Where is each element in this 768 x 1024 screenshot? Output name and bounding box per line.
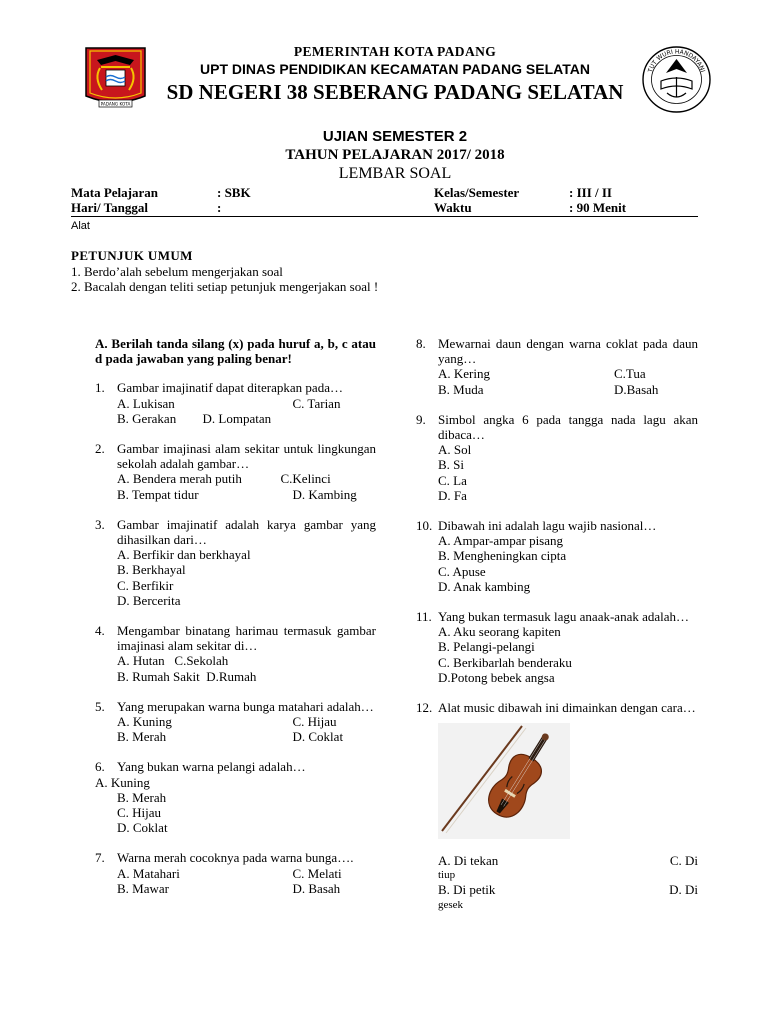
question-number: 4. bbox=[95, 623, 105, 639]
question-number: 1. bbox=[95, 380, 105, 396]
question-number: 10. bbox=[416, 518, 433, 534]
class-value: : III / II bbox=[569, 185, 612, 200]
question-text: Yang bukan termasuk lagu anaak-anak adalah… bbox=[438, 609, 690, 625]
gov-title: PEMERINTAH KOTA PADANG bbox=[293, 44, 497, 59]
question-10 bbox=[416, 518, 698, 594]
question-number: 11. bbox=[416, 609, 432, 625]
question-text: Dibawah ini adalah lagu wajib nasional… bbox=[438, 518, 657, 534]
question-text: Yang merupakan warna bunga matahari adalah… bbox=[117, 698, 374, 714]
option: A. Kuning bbox=[117, 714, 172, 730]
question-text: Mengambar binatang harimau termasuk gambar imajinasi alam sekitar di… bbox=[117, 623, 376, 654]
option: C. Melati bbox=[292, 865, 342, 881]
option: D. Coklat bbox=[117, 820, 168, 836]
option: D. Basah bbox=[292, 880, 341, 896]
time-label: Waktu bbox=[434, 200, 472, 215]
academic-year: TAHUN PELAJARAN 2017/ 2018 bbox=[285, 147, 505, 163]
option: B. Merah bbox=[117, 789, 167, 805]
padang-city-logo bbox=[84, 46, 147, 110]
option: A. Kering bbox=[438, 366, 490, 382]
question-number: 8. bbox=[416, 336, 426, 351]
logo-left-caption: PADANG KOTA bbox=[100, 101, 131, 107]
option: B. Mawar bbox=[117, 880, 169, 896]
option: D. Kambing bbox=[292, 486, 357, 502]
subject-label: Mata Pelajaran bbox=[71, 185, 159, 200]
questions-right-column bbox=[416, 336, 698, 927]
option-wrap: gesek bbox=[438, 898, 464, 911]
option: C.Tua bbox=[614, 366, 646, 382]
option: B. Tempat tidur bbox=[117, 486, 199, 502]
option: D. Lompatan bbox=[202, 410, 272, 426]
question-text: Gambar imajinatif dapat diterapkan pada… bbox=[117, 380, 343, 396]
header-divider bbox=[71, 216, 698, 217]
question-3 bbox=[95, 517, 376, 608]
subject-value: : SBK bbox=[217, 185, 251, 200]
question-number: 6. bbox=[95, 759, 105, 775]
question-6 bbox=[95, 759, 376, 835]
option: D.Basah bbox=[614, 381, 659, 397]
question-text: Alat music dibawah ini dimainkan dengan cara… bbox=[438, 700, 696, 716]
option: A. Berfikir dan berkhayal bbox=[117, 547, 251, 563]
option: A. Matahari bbox=[117, 865, 180, 881]
petunjuk-item: 1. Berdo’alah sebelum mengerjakan soal bbox=[71, 264, 283, 279]
option: C. Di bbox=[669, 853, 698, 869]
option: A. Ampar-ampar pisang bbox=[438, 533, 564, 549]
option: A. Aku seorang kapiten bbox=[438, 624, 561, 640]
option-wrap: tiup bbox=[438, 869, 456, 882]
option: D. Coklat bbox=[292, 729, 344, 745]
logo-right-caption: TUT WURI HANDAYANI bbox=[646, 48, 707, 74]
time-value: : 90 Menit bbox=[569, 200, 627, 215]
day-label: Hari/ Tanggal bbox=[71, 200, 148, 215]
section-a-instruction: A. Berilah tanda silang (x) pada huruf a, b, c atau d pada jawaban yang paling benar! bbox=[95, 336, 376, 367]
question-9 bbox=[416, 412, 698, 503]
exam-title: UJIAN SEMESTER 2 bbox=[322, 128, 468, 145]
option: C. La bbox=[438, 472, 467, 488]
question-number: 9. bbox=[416, 411, 426, 427]
alat-label: Alat bbox=[71, 220, 90, 232]
question-text: Mewarnai daun dengan warna coklat pada daun yang… bbox=[438, 336, 698, 367]
question-7 bbox=[95, 850, 376, 896]
class-label: Kelas/Semester bbox=[434, 185, 520, 200]
question-1 bbox=[95, 380, 376, 426]
option: A. Hutan C.Sekolah bbox=[117, 653, 229, 669]
option: C. Tarian bbox=[292, 395, 341, 411]
option: A. Bendera merah putih bbox=[117, 471, 242, 487]
petunjuk-item: 2. Bacalah dengan teliti setiap petunjuk mengerjakan soal ! bbox=[71, 279, 379, 294]
sheet-title: LEMBAR SOAL bbox=[338, 165, 452, 182]
option: D. Anak kambing bbox=[438, 578, 531, 594]
option: C. Hijau bbox=[117, 805, 162, 821]
question-11 bbox=[416, 609, 698, 685]
question-text: Gambar imajinatif adalah karya gambar yang dihasilkan dari… bbox=[117, 516, 376, 548]
option: B. Di petik bbox=[438, 882, 496, 898]
option: D. Fa bbox=[438, 487, 467, 503]
option: A. Kuning bbox=[95, 774, 150, 790]
option: D. Di bbox=[669, 882, 698, 898]
question-12 bbox=[416, 700, 698, 912]
question-number: 5. bbox=[95, 698, 105, 714]
question-text: Yang bukan warna pelangi adalah… bbox=[117, 759, 306, 775]
day-value: : bbox=[217, 200, 222, 215]
option: B. Si bbox=[438, 457, 465, 473]
violin-image bbox=[438, 723, 570, 839]
option: B. Berkhayal bbox=[117, 562, 186, 578]
question-4 bbox=[95, 623, 376, 684]
question-number: 12. bbox=[416, 700, 433, 716]
question-5 bbox=[95, 699, 376, 745]
office-title: UPT DINAS PENDIDIKAN KECAMATAN PADANG SELATAN bbox=[200, 61, 590, 77]
question-text: Gambar imajinasi alam sekitar untuk lingkungan sekolah adalah gambar… bbox=[117, 441, 376, 472]
option: C. Berfikir bbox=[117, 577, 174, 593]
option: B. Muda bbox=[438, 381, 484, 397]
question-text: Simbol angka 6 pada tangga nada lagu akan dibaca… bbox=[438, 411, 698, 443]
option: C. Apuse bbox=[438, 563, 486, 579]
petunjuk-title: PETUNJUK UMUM bbox=[71, 248, 193, 263]
school-name: SD NEGERI 38 SEBERANG PADANG SELATAN bbox=[166, 80, 624, 104]
question-number: 7. bbox=[95, 850, 105, 866]
option: C. Hijau bbox=[292, 714, 337, 730]
option: B. Rumah Sakit D.Rumah bbox=[117, 668, 257, 684]
option: B. Merah bbox=[117, 729, 167, 745]
option: C. Berkibarlah benderaku bbox=[438, 654, 572, 670]
option: A. Lukisan bbox=[117, 395, 175, 411]
question-text: Warna merah cocoknya pada warna bunga…. bbox=[117, 850, 354, 866]
question-number: 2. bbox=[95, 441, 105, 457]
questions-left-column bbox=[95, 336, 376, 911]
option: A. Sol bbox=[438, 442, 472, 458]
tut-wuri-handayani-logo bbox=[641, 45, 712, 114]
option: B. Mengheningkan cipta bbox=[438, 548, 567, 564]
option: D. Bercerita bbox=[117, 592, 181, 608]
question-2 bbox=[95, 441, 376, 502]
question-number: 3. bbox=[95, 516, 105, 532]
option: D.Potong bebek angsa bbox=[438, 669, 555, 685]
option: B. Gerakan bbox=[117, 410, 177, 426]
option: C.Kelinci bbox=[280, 471, 331, 487]
option: B. Pelangi-pelangi bbox=[438, 639, 535, 655]
option: A. Di tekan bbox=[438, 853, 499, 869]
question-8 bbox=[416, 336, 698, 397]
